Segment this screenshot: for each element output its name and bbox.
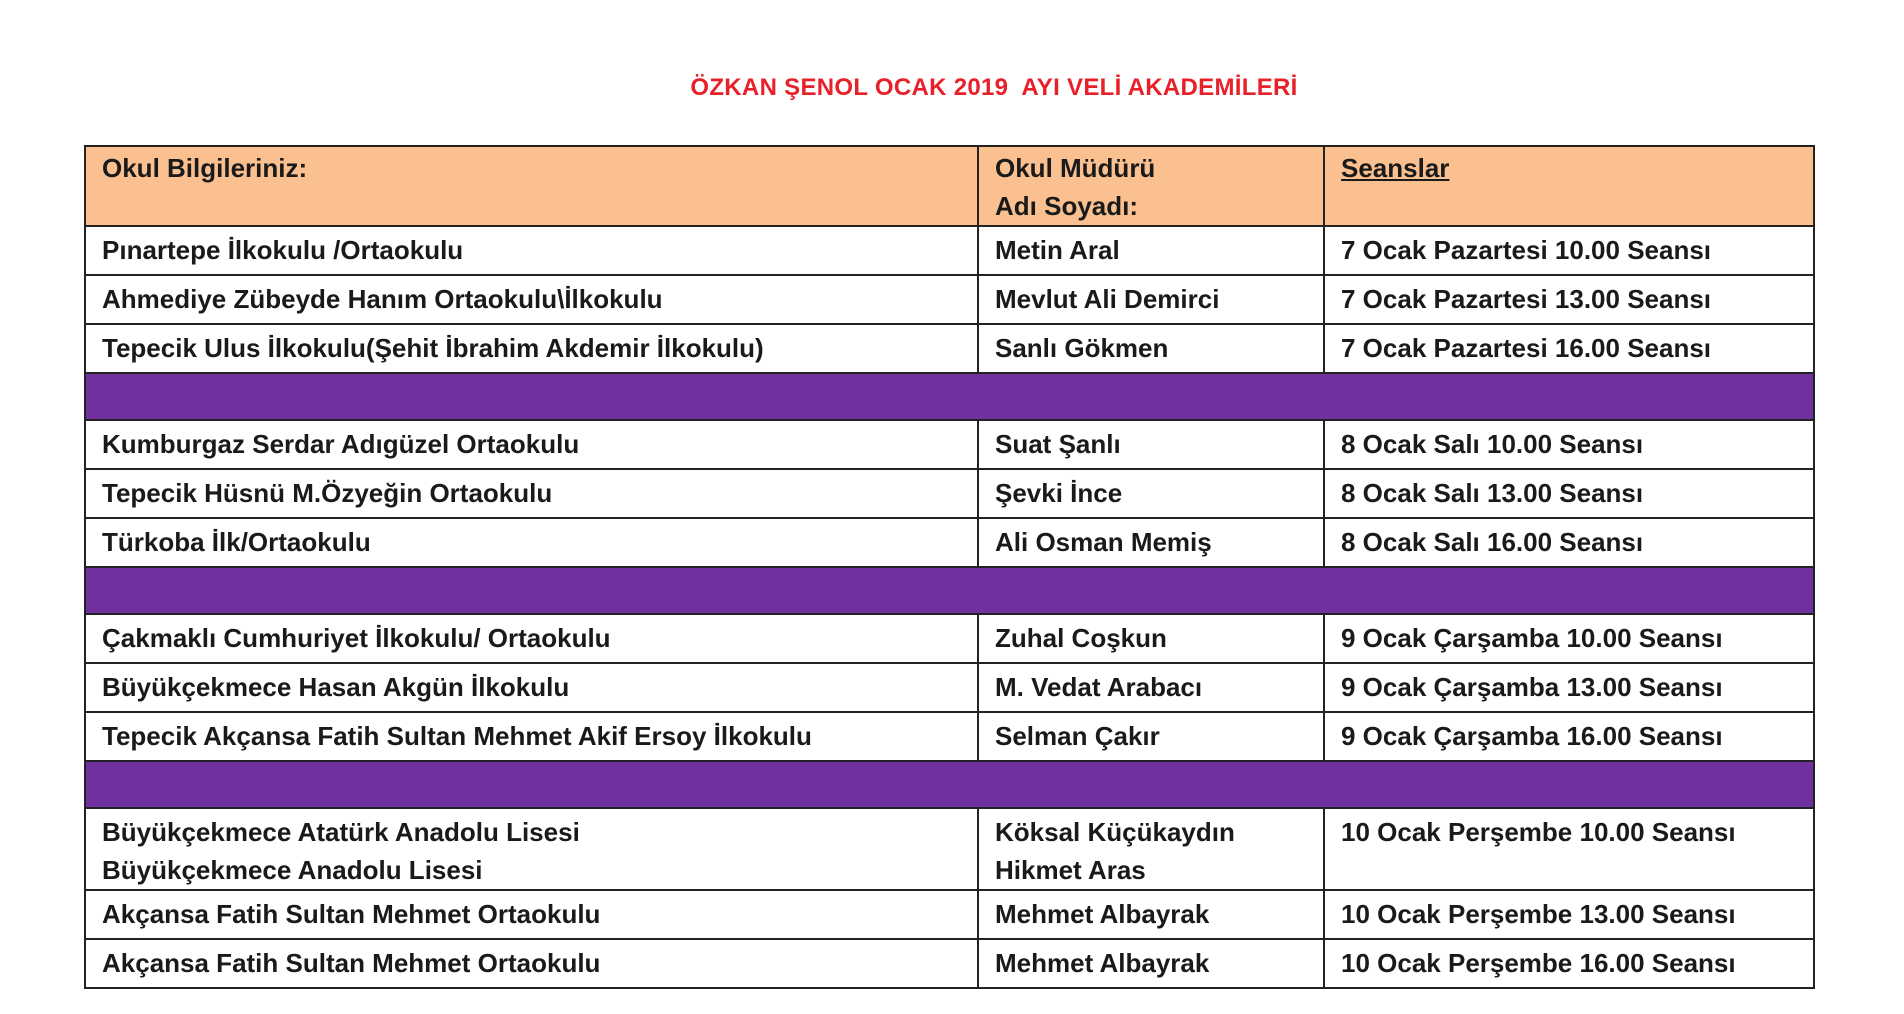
header-principal-label-line1: Okul Müdürü — [995, 153, 1156, 183]
group-separator-cell — [85, 761, 1814, 808]
table-row — [85, 808, 1814, 890]
school-name: Pınartepe İlkokulu /Ortaokulu — [102, 235, 464, 265]
session-time: 10 Ocak Perşembe 10.00 Seansı — [1341, 817, 1736, 847]
session-time: 9 Ocak Çarşamba 13.00 Seansı — [1341, 672, 1723, 702]
principal-cell — [978, 275, 1324, 324]
session-cell — [1324, 808, 1814, 890]
principal-cell — [978, 324, 1324, 373]
principal-cell — [978, 420, 1324, 469]
session-time: 8 Ocak Salı 10.00 Seansı — [1341, 429, 1644, 459]
principal-name: Selman Çakır — [995, 721, 1160, 751]
session-time: 7 Ocak Pazartesi 13.00 Seansı — [1341, 284, 1712, 314]
header-school — [85, 146, 978, 226]
principal-name: Mevlut Ali Demirci — [995, 284, 1220, 314]
session-time: 9 Ocak Çarşamba 10.00 Seansı — [1341, 623, 1723, 653]
session-cell — [1324, 614, 1814, 663]
table-row — [85, 275, 1814, 324]
table-row — [85, 518, 1814, 567]
principal-cell — [978, 712, 1324, 761]
principal-name: Mehmet Albayrak — [995, 899, 1210, 929]
principal-name: Zuhal Coşkun — [995, 623, 1167, 653]
school-name: Büyükçekmece Atatürk Anadolu Lisesi — [102, 817, 580, 847]
table-row — [85, 420, 1814, 469]
session-cell — [1324, 275, 1814, 324]
principal-cell — [978, 469, 1324, 518]
principal-name: M. Vedat Arabacı — [995, 672, 1203, 702]
principal-name: Köksal Küçükaydın — [995, 817, 1235, 847]
principal-cell — [978, 890, 1324, 939]
school-cell — [85, 663, 978, 712]
table-row — [85, 712, 1814, 761]
session-time: 7 Ocak Pazartesi 16.00 Seansı — [1341, 333, 1712, 363]
principal-name: Sanlı Gökmen — [995, 333, 1169, 363]
header-sessions — [1324, 146, 1814, 226]
schedule-table — [84, 145, 1815, 989]
schedule-table-body — [85, 146, 1814, 988]
school-name: Tepecik Ulus İlkokulu(Şehit İbrahim Akdemir İlkokulu) — [102, 333, 764, 363]
school-cell — [85, 614, 978, 663]
principal-cell — [978, 663, 1324, 712]
session-cell — [1324, 663, 1814, 712]
principal-name: Ali Osman Memiş — [995, 527, 1212, 557]
group-separator-cell — [85, 373, 1814, 420]
school-cell — [85, 420, 978, 469]
school-cell — [85, 275, 978, 324]
principal-cell — [978, 614, 1324, 663]
table-row — [85, 469, 1814, 518]
school-cell — [85, 469, 978, 518]
school-name: Çakmaklı Cumhuriyet İlkokulu/ Ortaokulu — [102, 623, 611, 653]
school-name: Tepecik Hüsnü M.Özyeğin Ortaokulu — [102, 478, 553, 508]
header-school-label: Okul Bilgileriniz: — [102, 153, 308, 183]
session-time: 7 Ocak Pazartesi 10.00 Seansı — [1341, 235, 1712, 265]
table-header-row — [85, 146, 1814, 226]
principal-cell — [978, 226, 1324, 275]
principal-cell — [978, 518, 1324, 567]
school-cell — [85, 324, 978, 373]
school-cell — [85, 939, 978, 988]
table-row — [85, 226, 1814, 275]
school-name: Tepecik Akçansa Fatih Sultan Mehmet Akif Ersoy İlkokulu — [102, 721, 812, 751]
principal-name: Mehmet Albayrak — [995, 948, 1210, 978]
principal-name: Hikmet Aras — [995, 855, 1146, 885]
school-cell — [85, 226, 978, 275]
principal-name: Şevki İnce — [995, 478, 1123, 508]
principal-name: Suat Şanlı — [995, 429, 1121, 459]
group-separator — [85, 567, 1814, 614]
session-cell — [1324, 226, 1814, 275]
session-time: 8 Ocak Salı 16.00 Seansı — [1341, 527, 1644, 557]
document-title — [0, 74, 1904, 102]
group-separator-cell — [85, 567, 1814, 614]
session-time: 10 Ocak Perşembe 16.00 Seansı — [1341, 948, 1736, 978]
session-cell — [1324, 469, 1814, 518]
school-cell — [85, 712, 978, 761]
school-name: Ahmediye Zübeyde Hanım Ortaokulu\İlkokulu — [102, 284, 663, 314]
principal-name: Metin Aral — [995, 235, 1120, 265]
school-cell — [85, 518, 978, 567]
session-time: 8 Ocak Salı 13.00 Seansı — [1341, 478, 1644, 508]
table-row — [85, 890, 1814, 939]
school-name: Kumburgaz Serdar Adıgüzel Ortaokulu — [102, 429, 580, 459]
header-principal — [978, 146, 1324, 226]
session-cell — [1324, 712, 1814, 761]
table-row — [85, 663, 1814, 712]
school-name: Büyükçekmece Hasan Akgün İlkokulu — [102, 672, 570, 702]
school-name: Büyükçekmece Anadolu Lisesi — [102, 855, 483, 885]
school-cell — [85, 890, 978, 939]
session-cell — [1324, 420, 1814, 469]
school-cell — [85, 808, 978, 890]
school-name: Akçansa Fatih Sultan Mehmet Ortaokulu — [102, 899, 601, 929]
session-time: 10 Ocak Perşembe 13.00 Seansı — [1341, 899, 1736, 929]
header-sessions-label: Seanslar — [1341, 153, 1450, 183]
session-cell — [1324, 890, 1814, 939]
session-time: 9 Ocak Çarşamba 16.00 Seansı — [1341, 721, 1723, 751]
school-name: Türkoba İlk/Ortaokulu — [102, 527, 371, 557]
session-cell — [1324, 518, 1814, 567]
group-separator — [85, 761, 1814, 808]
group-separator — [85, 373, 1814, 420]
school-name: Akçansa Fatih Sultan Mehmet Ortaokulu — [102, 948, 601, 978]
session-cell — [1324, 324, 1814, 373]
principal-cell — [978, 939, 1324, 988]
table-row — [85, 324, 1814, 373]
principal-cell — [978, 808, 1324, 890]
session-cell — [1324, 939, 1814, 988]
header-principal-label-line2: Adı Soyadı: — [995, 191, 1139, 221]
document-title-text: ÖZKAN ŞENOL OCAK 2019 AYI VELİ AKADEMİLERİ — [690, 74, 1298, 101]
table-row — [85, 614, 1814, 663]
table-row — [85, 939, 1814, 988]
